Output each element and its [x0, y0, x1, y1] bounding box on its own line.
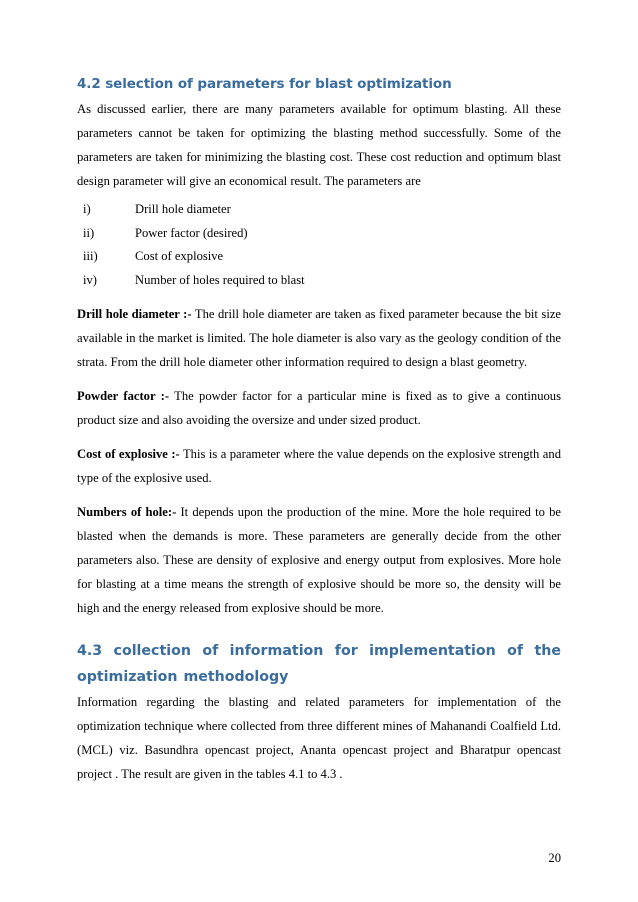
list-item-text: Power factor (desired)	[135, 225, 248, 240]
numbers-of-hole-paragraph	[77, 500, 561, 620]
powder-factor-text: The powder factor for a particular mine is fixed as to give a continuous product size and also avoiding the oversize and under sized product.	[77, 389, 561, 427]
section-4-3-heading: 4.3 collection of information for implementation of the optimization methodology	[77, 643, 561, 685]
page-content	[77, 75, 561, 786]
cost-of-explosive-paragraph	[77, 442, 561, 490]
powder-factor-paragraph	[77, 384, 561, 432]
list-item-number: iii)	[83, 249, 98, 263]
list-item-number: ii)	[83, 225, 95, 240]
drill-hole-diameter-text: The drill hole diameter are taken as fixed parameter because the bit size available in the market is limited. The hole diameter is also vary as the geology condition of the strata. From the drill hole diameter other information required to design a blast geometry.	[77, 307, 561, 369]
drill-hole-diameter-label: Drill hole diameter :-	[77, 307, 192, 321]
list-item	[83, 198, 561, 222]
cost-of-explosive-text: This is a parameter where the value depends on the explosive strength and type of the explosive used.	[77, 447, 561, 485]
list-item-text: Number of holes required to blast	[135, 272, 305, 287]
page-number: 20	[548, 851, 561, 865]
list-item	[83, 222, 561, 246]
numbers-of-hole-text: It depends upon the production of the mine. More the hole required to be blasted when the demands is more. These parameters are generally decide from the other parameters also. These are density of explosive and energy output from explosives. More hole for blasting at a time means the strength of explosive should be more so, the density will be high and the energy released from explosive should be more.	[77, 505, 561, 615]
parameter-list	[77, 198, 561, 292]
list-item-number: iv)	[83, 272, 97, 287]
section-4-2-intro: As discussed earlier, there are many parameters available for optimum blasting. All these parameters cannot be taken for optimizing the blasting method successfully. Some of the parameters are taken for minimizing the blasting cost. These cost reduction and optimum blast design parameter will give an economical result. The parameters are	[77, 102, 561, 188]
list-item-text: Drill hole diameter	[135, 202, 231, 216]
list-item-text: Cost of explosive	[135, 249, 224, 263]
powder-factor-label: Powder factor :-	[77, 389, 170, 403]
section-4-2-heading: 4.2 selection of parameters for blast optimization	[77, 76, 452, 92]
list-item	[83, 245, 561, 269]
list-item-number: i)	[83, 202, 91, 216]
cost-of-explosive-label: Cost of explosive :-	[77, 447, 180, 461]
section-4-3-text: Information regarding the blasting and related parameters for implementation of the optimization technique where collected from three different mines of Mahanandi Coalfield Ltd.(MCL) viz. Basundhra opencast project, Ananta opencast project and Bharatpur opencast project . The result are given in the tables 4.1 to 4.3 .	[77, 695, 561, 781]
list-item	[83, 269, 561, 293]
drill-hole-diameter-paragraph	[77, 302, 561, 374]
numbers-of-hole-label: Numbers of hole:-	[77, 505, 177, 519]
